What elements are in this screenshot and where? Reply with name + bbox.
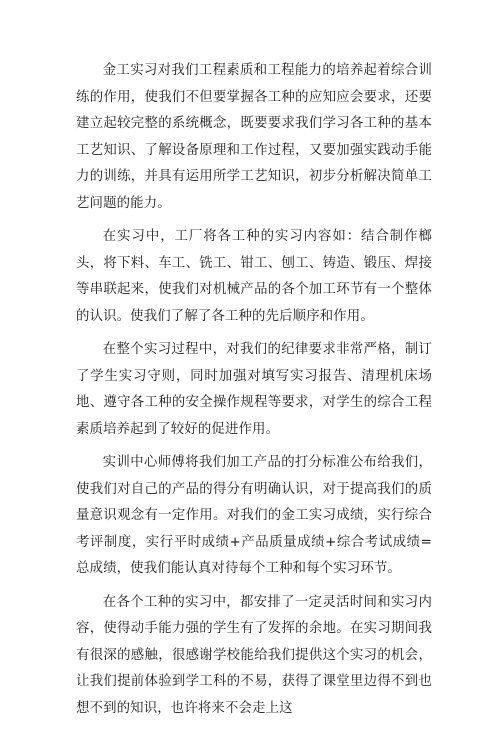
paragraph-4: 实训中心师傅将我们加工产品的打分标准公布给我们，使我们对自己的产品的得分有明确认识，对于提高我们的质量意识观念有一定作用。对我们的金工实习成绩，实行综合考评制度，实行平时成绩+产品质量成绩+综合考试成绩=总成绩，使我们能认真对待每个工种和每个实习环节。 [76, 455, 432, 576]
paragraph-5: 在各个工种的实习中，都安排了一定灵活时间和实习内容，使得动手能力强的学生有了发挥的余地。在实习期间我有很深的感触，很感谢学校能给我们提供这个实习的机会，让我们提前体验到学工科的不易，获得了课堂里边得不到也想不到的知识，也许将来不会走上这 [76, 594, 432, 716]
document-body [76, 58, 432, 729]
paragraph-2: 在实习中，工厂将各工种的实习内容如：结合制作榔头，将下料、车工、铣工、钳工、刨工、铸造、锻压、焊接等串联起来，使我们对机械产品的各个加工环节有一个整体的认识。使我们了解了各工种的先后顺序和作用。 [76, 229, 432, 324]
paragraph-1: 金工实习对我们工程素质和工程能力的培养起着综合训练的作用，使我们不但要掌握各工种的应知应会要求，还要建立起较完整的系统概念，既要要求我们学习各工种的基本工艺知识、了解设备原理和工作过程，又要加强实践动手能力的训练，并具有运用所学工艺知识，初步分析解决简单工艺问题的能力。 [76, 63, 432, 211]
paragraph-3: 在整个实习过程中，对我们的纪律要求非常严格，制订了学生实习守则，同时加强对填写实习报告、清理机床场地、遵守各工种的安全操作规程等要求，对学生的综合工程素质培养起到了较好的促进作用。 [76, 342, 432, 437]
